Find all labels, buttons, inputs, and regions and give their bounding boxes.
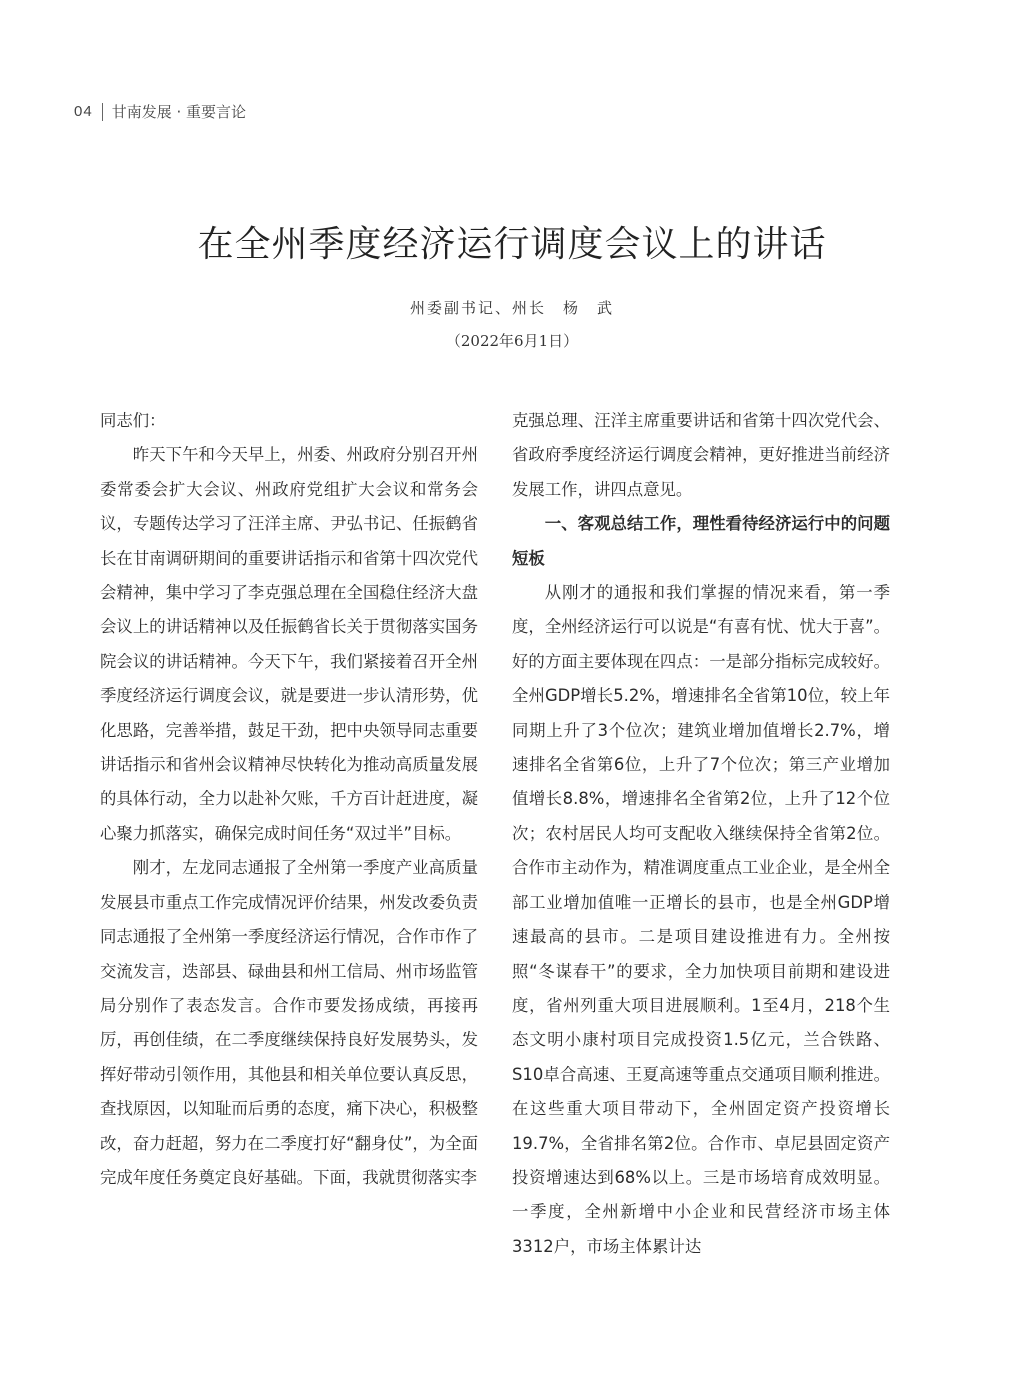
- running-header: [74, 101, 246, 122]
- section-name: 甘南发展 · 重要言论: [111, 103, 246, 121]
- page-number: 04: [74, 103, 93, 120]
- article-date: （2022年6月1日）: [445, 332, 579, 350]
- body-paragraph: 刚才，左龙同志通报了全州第一季度产业高质量发展县市重点工作完成情况评价结果，州发改委负责同志通报了全州第一季度经济运行情况，合作市作了交流发言，迭部县、碌曲县和州工信局、州市场监管局分别作了表态发言。合作市要发扬成绩，再接再厉，再创佳绩，在二季度继续保持良好发展势头，发挥好带动引领作用，其他县和相关单位要认真反思，查找原因，以知耻而后勇的态度，痛下决心，积极整改，奋力赶超，努力在二季度打好“翻身仗”，为全面完成年度任务奠定良好基础。下面，我就贯彻落实李: [100, 858, 478, 1187]
- header-divider: [102, 103, 103, 121]
- body-paragraph: 昨天下午和今天早上，州委、州政府分别召开州委常委会扩大会议、州政府党组扩大会议和常务会议，专题传达学习了汪洋主席、尹弘书记、任振鹤省长在甘南调研期间的重要讲话指示和省第十四次党代会精神，集中学习了李克强总理在全国稳住经济大盘会议上的讲话精神以及任振鹤省长关于贯彻落实国务院会议的讲话精神。今天下午，我们紧接着召开全州季度经济运行调度会议，就是要进一步认清形势，优化思路，完善举措，鼓足干劲，把中央领导同志重要讲话指示和省州会议精神尽快转化为推动高质量发展的具体行动，全力以赴补欠账，千方百计赶进度，凝心聚力抓落实，确保完成时间任务“双过半”目标。: [100, 445, 478, 843]
- section-heading: 一、客观总结工作，理性看待经济运行中的问题短板: [512, 514, 890, 568]
- article-author: 州委副书记、州长 杨 武: [409, 299, 614, 317]
- body-paragraph-continued: 克强总理、汪洋主席重要讲话和省第十四次党代会、省政府季度经济运行调度会精神，更好推进当前经济发展工作，讲四点意见。: [512, 411, 890, 499]
- article-title: 在全州季度经济运行调度会议上的讲话: [197, 224, 827, 265]
- right-column: [512, 404, 890, 1264]
- body-paragraph: 从刚才的通报和我们掌握的情况来看，第一季度，全州经济运行可以说是“有喜有忧、忧大于喜”。好的方面主要体现在四点：一是部分指标完成较好。全州GDP增长5.2%，增速排名全省第10位，较上年同期上升了3个位次；建筑业增加值增长2.7%，增速排名全省第6位，上升了7个位次；第三产业增加值增长8.8%，增速排名全省第2位，上升了12个位次；农村居民人均可支配收入继续保持全省第2位。合作市主动作为，精准调度重点工业企业，是全州全部工业增加值唯一正增长的县市，也是全州GDP增速最高的县市。二是项目建设推进有力。全州按照“冬谋春干”的要求，全力加快项目前期和建设进度，省州列重大项目进展顺利。1至4月，218个生态文明小康村项目完成投资1.5亿元，兰合铁路、S10卓合高速、王夏高速等重点交通项目顺利推进。在这些重大项目带动下，全州固定资产投资增长19.7%，全省排名第2位。合作市、卓尼县固定资产投资增速达到68%以上。三是市场培育成效明显。一季度，全州新增中小企业和民营经济市场主体3312户，市场主体累计达: [512, 583, 890, 1256]
- left-column: [100, 404, 478, 1195]
- salutation: 同志们：: [100, 411, 166, 430]
